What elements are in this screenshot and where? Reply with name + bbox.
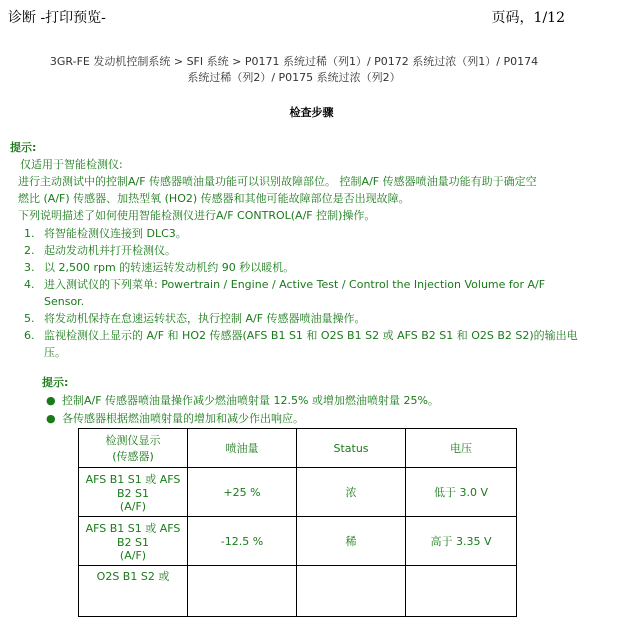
hint-label: 提示: — [10, 141, 37, 154]
table-cell: AFS B1 S1 或 AFS B2 S1 (A/F) — [79, 468, 188, 517]
steps-list — [20, 225, 580, 361]
table-cell: 稀 — [297, 517, 406, 566]
hint-label-2: 提示: — [42, 376, 69, 389]
column-header: Status — [297, 429, 406, 468]
page-title: 检查步骤 — [289, 106, 334, 119]
list-item: 6. 监视检测仪上显示的 A/F 和 HO2 传感器(AFS B1 S1 和 O2S B1 S2 或 AFS B2 S1 和 O2S B2 S2)的输出电压。 — [24, 329, 578, 359]
table-cell — [188, 566, 297, 617]
intro-line-2: 进行主动测试中的控制A/F 传感器喷油量功能可以识别故障部位。 控制A/F 传感器喷油量功能有助于确定空 — [18, 175, 537, 188]
list-item: 2. 起动发动机并打开检测仪。 — [24, 244, 176, 257]
table-cell: -12.5 % — [188, 517, 297, 566]
bullet-item: ● 控制A/F 传感器喷油量操作减少燃油喷射量 12.5% 或增加燃油喷射量 25%。 — [46, 394, 439, 407]
table-cell: AFS B1 S1 或 AFS B2 S1 (A/F) — [79, 517, 188, 566]
print-preview-header — [0, 0, 623, 30]
table-header-row — [79, 429, 517, 468]
table-cell: 高于 3.35 V — [406, 517, 517, 566]
table-cell — [297, 566, 406, 617]
breadcrumb-line-2: 系统过稀（列2）/ P0175 系统过浓（列2） — [187, 71, 401, 84]
bullet-item: ● 各传感器根据燃油喷射量的增加和减少作出响应。 — [46, 412, 304, 425]
intro-line-1: 仅适用于智能检测仪: — [20, 158, 123, 171]
list-item: 5. 将发动机保持在怠速运转状态，执行控制 A/F 传感器喷油量操作。 — [24, 312, 366, 325]
page-indicator: 页码，1/12 — [491, 10, 565, 26]
list-item: 3. 以 2,500 rpm 的转速运转发动机约 90 秒以暖机。 — [24, 261, 295, 274]
table-cell: 低于 3.0 V — [406, 468, 517, 517]
intro-line-4: 下列说明描述了如何使用智能检测仪进行A/F CONTROL(A/F 控制)操作。 — [18, 209, 376, 222]
table-cell: 浓 — [297, 468, 406, 517]
sensor-response-table — [78, 428, 517, 617]
table-cell — [406, 566, 517, 617]
bullet-icon: ● — [46, 394, 56, 407]
column-header: 电压 — [406, 429, 517, 468]
table-cell: +25 % — [188, 468, 297, 517]
table-cell: O2S B1 S2 或 — [79, 566, 188, 617]
table-row — [79, 517, 517, 566]
table-row — [79, 566, 517, 617]
table-row — [79, 468, 517, 517]
breadcrumb — [14, 54, 574, 86]
bullet-icon: ● — [46, 412, 56, 425]
column-header: 检测仪显示 (传感器) — [79, 429, 188, 468]
column-header: 喷油量 — [188, 429, 297, 468]
window-title: 诊断 -打印预览- — [8, 10, 106, 26]
intro-line-3: 燃比 (A/F) 传感器、加热型氧 (HO2) 传感器和其他可能故障部位是否出现故障。 — [18, 192, 410, 205]
list-item: 4. 进入测试仪的下列菜单: Powertrain / Engine / Active Test / Control the Injection Volume for A/F Sensor. — [24, 278, 546, 308]
list-item: 1. 将智能检测仪连接到 DLC3。 — [24, 227, 187, 240]
breadcrumb-line-1: 3GR-FE 发动机控制系统 > SFI 系统 > P0171 系统过稀（列1）/ P0172 系统过浓（列1）/ P0174 — [49, 55, 539, 68]
